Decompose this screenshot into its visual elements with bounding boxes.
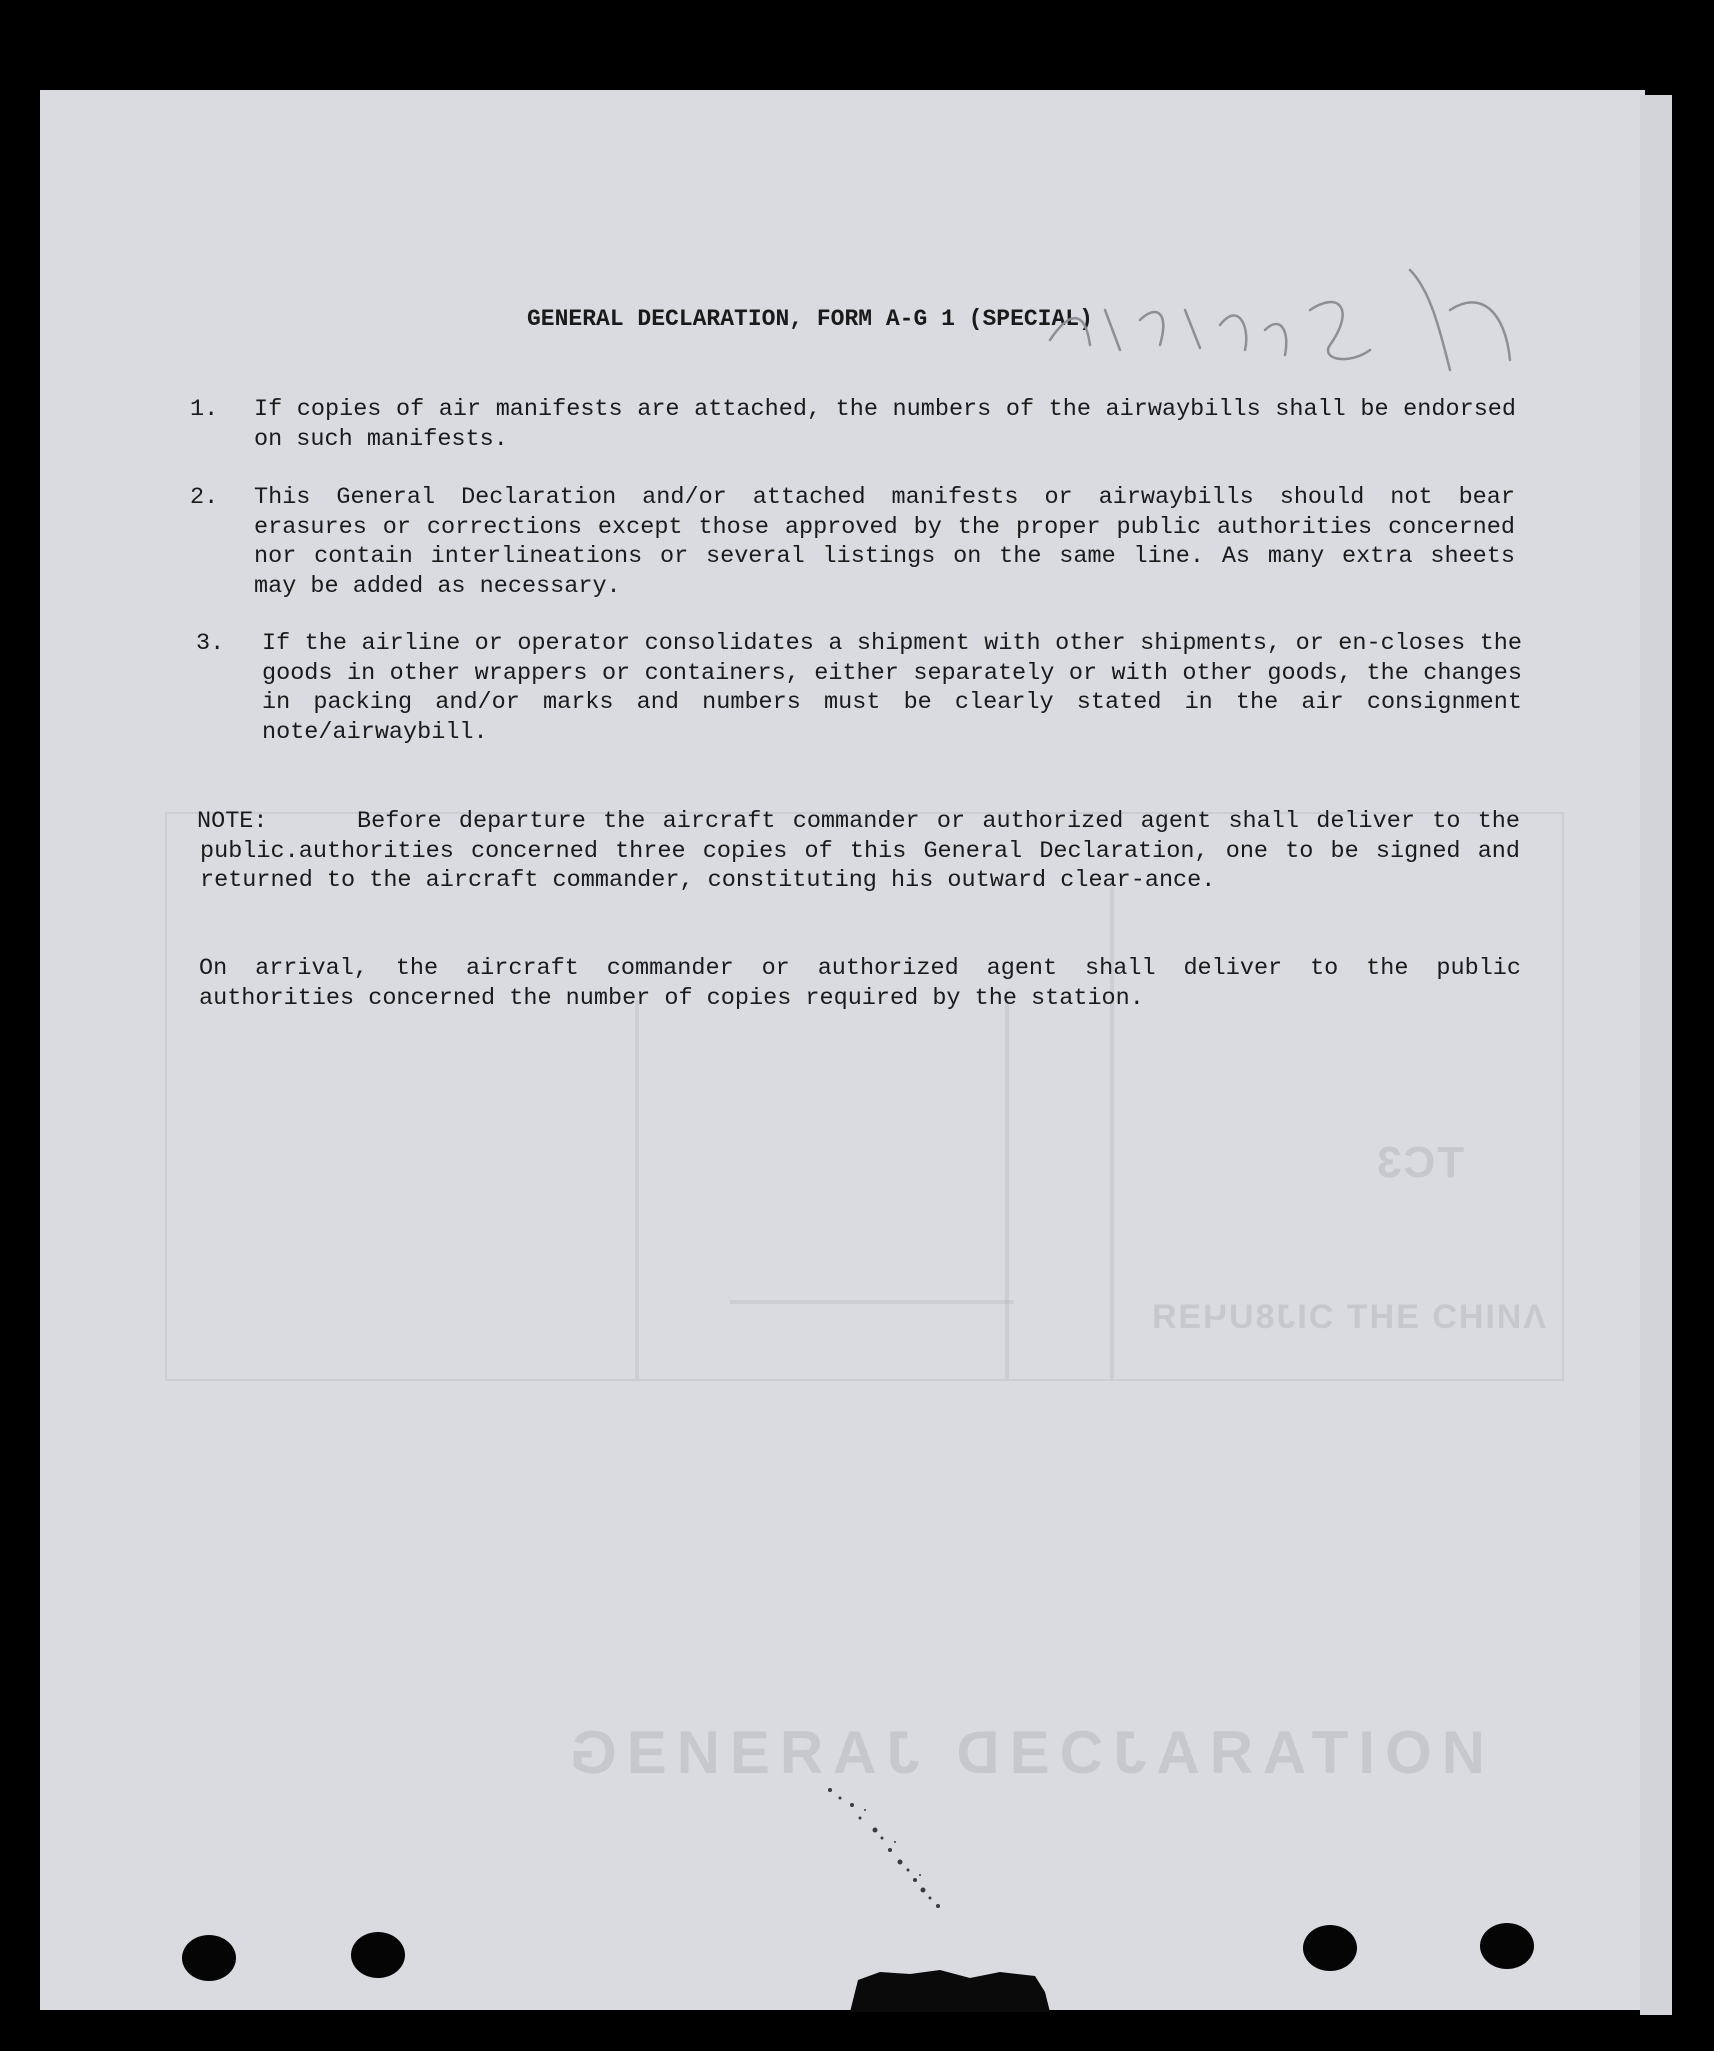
punch-hole [1303, 1925, 1357, 1971]
page-edge-shadow [1640, 95, 1672, 2015]
note-label: NOTE: [197, 808, 268, 835]
item-number: 2. [190, 484, 219, 511]
item-number: 1. [190, 396, 219, 423]
punch-hole [1480, 1923, 1534, 1969]
item-text: This General Declaration and/or attached manifests or airwaybills should not bear erasures or corrections except those approved by the proper public authorities concerned nor contain interlineations or several listings on the same line. As many extra sheets may be added as necessary. [254, 484, 1515, 600]
handwritten-scribble-icon [1010, 250, 1530, 390]
show-through-row-line [730, 1300, 1014, 1304]
item-text: If the airline or operator consolidates a shipment with other shipments, or en-closes the goods in other wrappers or containers, either separately or with other goods, the changes in packing and/or marks and numbers must be clearly stated in the air consignment note/airwaybill. [262, 630, 1522, 746]
punch-hole [182, 1935, 236, 1981]
show-through-column-line [635, 1000, 639, 1379]
show-through-mirrored-heading: ΛИIHƆ ƎHT ƆIJ8UЧƎЯ [1150, 1298, 1546, 1336]
note-text: Before departure the aircraft commander or authorized agent shall deliver to the public.authorities concerned three copies of this General Declaration, one to be signed and returned to the aircraft commander, constituting his outward clear-ance. [200, 808, 1520, 894]
arrival-paragraph: On arrival, the aircraft commander or authorized agent shall deliver to the public authorities concerned the number of copies required by the station. [199, 955, 1521, 1012]
show-through-column-line [1005, 1000, 1009, 1379]
torn-edge-notch-icon [850, 1962, 1050, 2012]
punch-hole [351, 1932, 405, 1978]
item-number: 3. [196, 630, 225, 657]
scan-specks-icon [820, 1780, 970, 1920]
show-through-mirrored-text: TC3 [1375, 1138, 1465, 1187]
document-title: GENERAL DECLARATION, FORM A-G 1 (SPECIAL) [527, 306, 1093, 332]
show-through-form-box [165, 812, 1564, 1381]
show-through-mirrored-banner: ИОITAЯAJƆƎD JAЯƎИƎG [560, 1719, 1485, 1786]
item-text: If copies of air manifests are attached, the numbers of the airwaybills shall be endorsed on such manifests. [254, 396, 1516, 453]
